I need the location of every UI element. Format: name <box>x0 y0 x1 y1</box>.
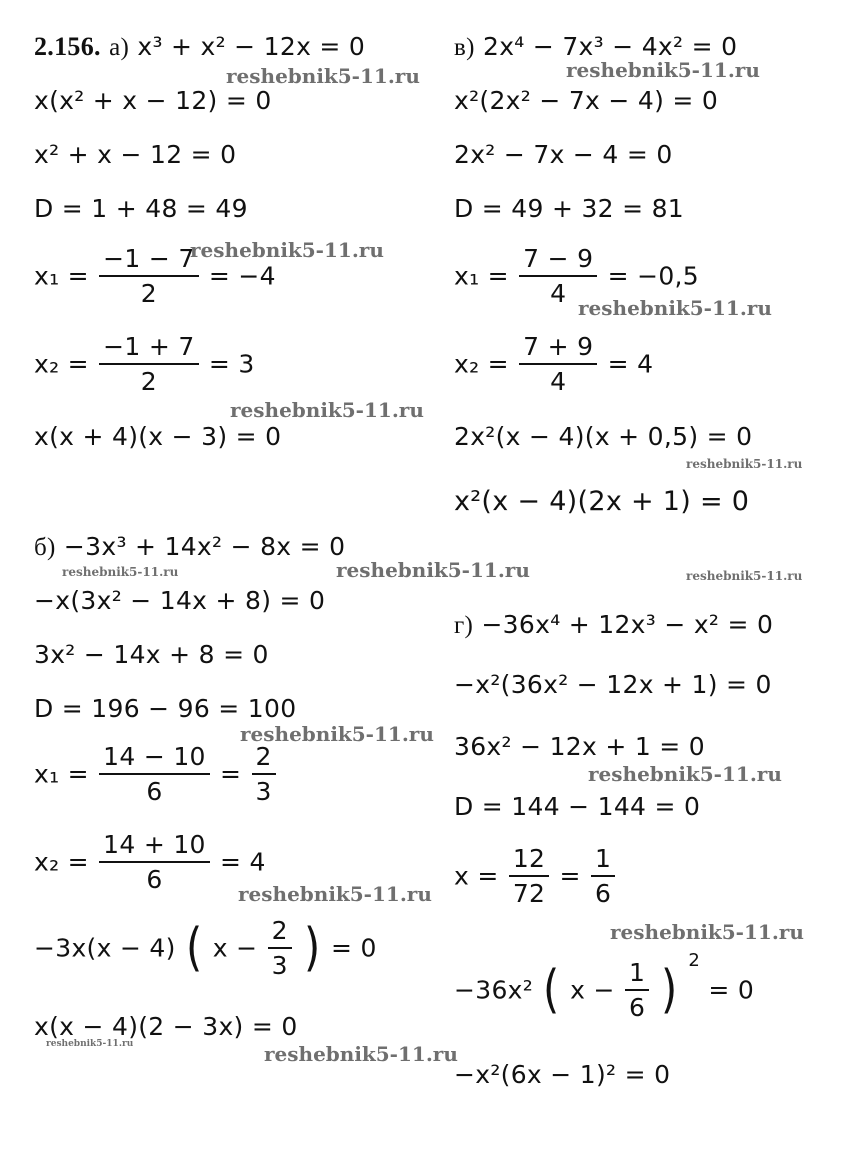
part-g-x-lhs: x = <box>454 861 499 891</box>
watermark-4: reshebnik5-11.ru <box>578 296 772 320</box>
part-a-x1-num: −1 − 7 <box>99 246 198 277</box>
part-b-x1-den2: 3 <box>255 777 272 806</box>
part-v-factored: 2x²(x − 4)(x + 0,5) = 0 <box>454 422 753 451</box>
part-b-x1 <box>34 744 278 804</box>
part-g-factored-post: = 0 <box>708 975 755 1005</box>
part-g-answer: −x²(6x − 1)² = 0 <box>454 1060 671 1089</box>
part-g-factored-den: 6 <box>629 993 646 1022</box>
watermark-15: reshebnik5-11.ru <box>264 1042 458 1066</box>
part-g-x-den: 72 <box>512 879 546 908</box>
part-b-factored-fraction <box>268 918 292 978</box>
part-a-line-0: x³ + x² − 12x = 0 <box>137 32 366 61</box>
watermark-11: reshebnik5-11.ru <box>588 762 782 786</box>
part-b-line-3: D = 196 − 96 = 100 <box>34 694 297 723</box>
part-v-answer: x²(x − 4)(2x + 1) = 0 <box>454 486 750 517</box>
part-b-x2-lhs: x₂ = <box>34 847 89 877</box>
part-b-x1-num: 14 − 10 <box>99 744 210 775</box>
part-v-x1-num: 7 − 9 <box>519 246 597 277</box>
watermark-9: reshebnik5-11.ru <box>686 569 803 583</box>
watermark-5: reshebnik5-11.ru <box>230 398 424 422</box>
part-g-factored-exponent: 2 <box>688 950 701 971</box>
part-b-factored-den: 3 <box>271 951 288 980</box>
part-v-x2-num: 7 + 9 <box>519 334 597 365</box>
part-g-factored-close: ) <box>661 960 679 1020</box>
part-g-factored-open: ( <box>543 960 560 1020</box>
part-v-label: в) <box>454 34 475 61</box>
watermark-1: reshebnik5-11.ru <box>226 64 420 88</box>
part-b-x2-num: 14 + 10 <box>99 832 210 863</box>
part-v-line-1: x²(2x² − 7x − 4) = 0 <box>454 86 719 115</box>
watermark-2: reshebnik5-11.ru <box>566 58 760 82</box>
part-b-x1-fraction <box>99 744 210 804</box>
part-v-line-3: D = 49 + 32 = 81 <box>454 194 685 223</box>
part-a-line-3: D = 1 + 48 = 49 <box>34 194 248 223</box>
part-v-x2-lhs: x₂ = <box>454 349 509 379</box>
part-a-x2-num: −1 + 7 <box>99 334 198 365</box>
part-v-line-0: 2x⁴ − 7x³ − 4x² = 0 <box>482 32 738 61</box>
part-v-x1-den: 4 <box>550 279 567 308</box>
part-b-x2-den: 6 <box>146 865 163 894</box>
part-a-line-2: x² + x − 12 = 0 <box>34 140 237 169</box>
part-g-x <box>454 846 617 906</box>
watermark-3: reshebnik5-11.ru <box>190 238 384 262</box>
part-v-line-2: 2x² − 7x − 4 = 0 <box>454 140 673 169</box>
part-g-x-fraction <box>509 846 549 906</box>
watermark-7: reshebnik5-11.ru <box>62 565 179 579</box>
part-b-x1-eq: = <box>220 759 242 789</box>
part-b-header <box>34 534 345 560</box>
part-g-line-2: 36x² − 12x + 1 = 0 <box>454 732 705 761</box>
part-g-factored <box>454 950 755 1022</box>
part-b-factored <box>34 918 377 978</box>
watermark-12: reshebnik5-11.ru <box>238 882 432 906</box>
part-g-header <box>454 612 773 638</box>
part-g-label: г) <box>454 612 474 639</box>
part-a-x2-rhs: = 3 <box>208 349 255 379</box>
part-g-x-num: 12 <box>509 846 549 877</box>
part-a-answer: x(x + 4)(x − 3) = 0 <box>34 422 282 451</box>
part-a-x1-fraction <box>99 246 198 306</box>
part-b-factored-close: ) <box>304 918 321 978</box>
part-b-line-0: −3x³ + 14x² − 8x = 0 <box>63 532 346 561</box>
part-b-x2-rhs: = 4 <box>220 847 266 877</box>
part-a-x1-den: 2 <box>140 279 157 308</box>
part-b-factored-pre: −3x(x − 4) <box>34 933 176 963</box>
part-v-header <box>454 34 737 60</box>
part-g-factored-inner: x − <box>570 975 615 1005</box>
part-b-x2-fraction <box>99 832 210 892</box>
part-b-x1-den: 6 <box>146 777 163 806</box>
watermark-10: reshebnik5-11.ru <box>240 722 434 746</box>
part-g-line-1: −x²(36x² − 12x + 1) = 0 <box>454 670 772 699</box>
watermark-13: reshebnik5-11.ru <box>610 920 804 944</box>
part-b-x1-num2: 2 <box>252 744 276 775</box>
part-v-x1-lhs: x₁ = <box>454 261 509 291</box>
part-g-x-eq: = <box>559 861 581 891</box>
part-v-x1-rhs: = −0,5 <box>607 261 699 291</box>
part-a-label: а) <box>109 34 130 61</box>
part-b-line-2: 3x² − 14x + 8 = 0 <box>34 640 269 669</box>
part-g-factored-pre: −36x² <box>454 975 534 1005</box>
part-a-x1-rhs: = −4 <box>208 261 276 291</box>
part-a-x2-fraction <box>99 334 198 394</box>
part-a-x2-lhs: x₂ = <box>34 349 89 379</box>
part-v-x2-den: 4 <box>550 367 567 396</box>
part-g-line-0: −36x⁴ + 12x³ − x² = 0 <box>481 610 774 639</box>
part-g-factored-fraction <box>625 960 649 1020</box>
part-v-x2 <box>454 334 653 394</box>
watermark-6: reshebnik5-11.ru <box>686 457 803 471</box>
part-b-x1-lhs: x₁ = <box>34 759 89 789</box>
problem-header-a <box>34 34 365 60</box>
part-g-x-fraction-2 <box>591 846 615 906</box>
part-b-x2 <box>34 832 266 892</box>
part-v-x2-fraction <box>519 334 597 394</box>
problem-number: 2.156. <box>34 32 101 61</box>
part-g-line-3: D = 144 − 144 = 0 <box>454 792 701 821</box>
part-g-factored-num: 1 <box>625 960 649 991</box>
watermark-8: reshebnik5-11.ru <box>336 558 530 582</box>
part-b-x1-fraction-2 <box>252 744 276 804</box>
part-a-x1-lhs: x₁ = <box>34 261 89 291</box>
watermark-14: reshebnik5-11.ru <box>46 1039 134 1049</box>
part-a-x2-den: 2 <box>140 367 157 396</box>
part-b-factored-post: = 0 <box>330 933 377 963</box>
part-b-answer: x(x − 4)(2 − 3x) = 0 <box>34 1012 298 1041</box>
part-b-label: б) <box>34 534 56 561</box>
part-a-line-1: x(x² + x − 12) = 0 <box>34 86 272 115</box>
part-b-factored-inner: x − <box>212 933 258 963</box>
part-b-line-1: −x(3x² − 14x + 8) = 0 <box>34 586 326 615</box>
part-v-x2-rhs: = 4 <box>607 349 654 379</box>
part-b-factored-num: 2 <box>268 918 292 949</box>
part-b-factored-open: ( <box>186 918 203 978</box>
part-g-x-den2: 6 <box>595 879 612 908</box>
part-a-x2 <box>34 334 255 394</box>
part-g-x-num2: 1 <box>591 846 615 877</box>
